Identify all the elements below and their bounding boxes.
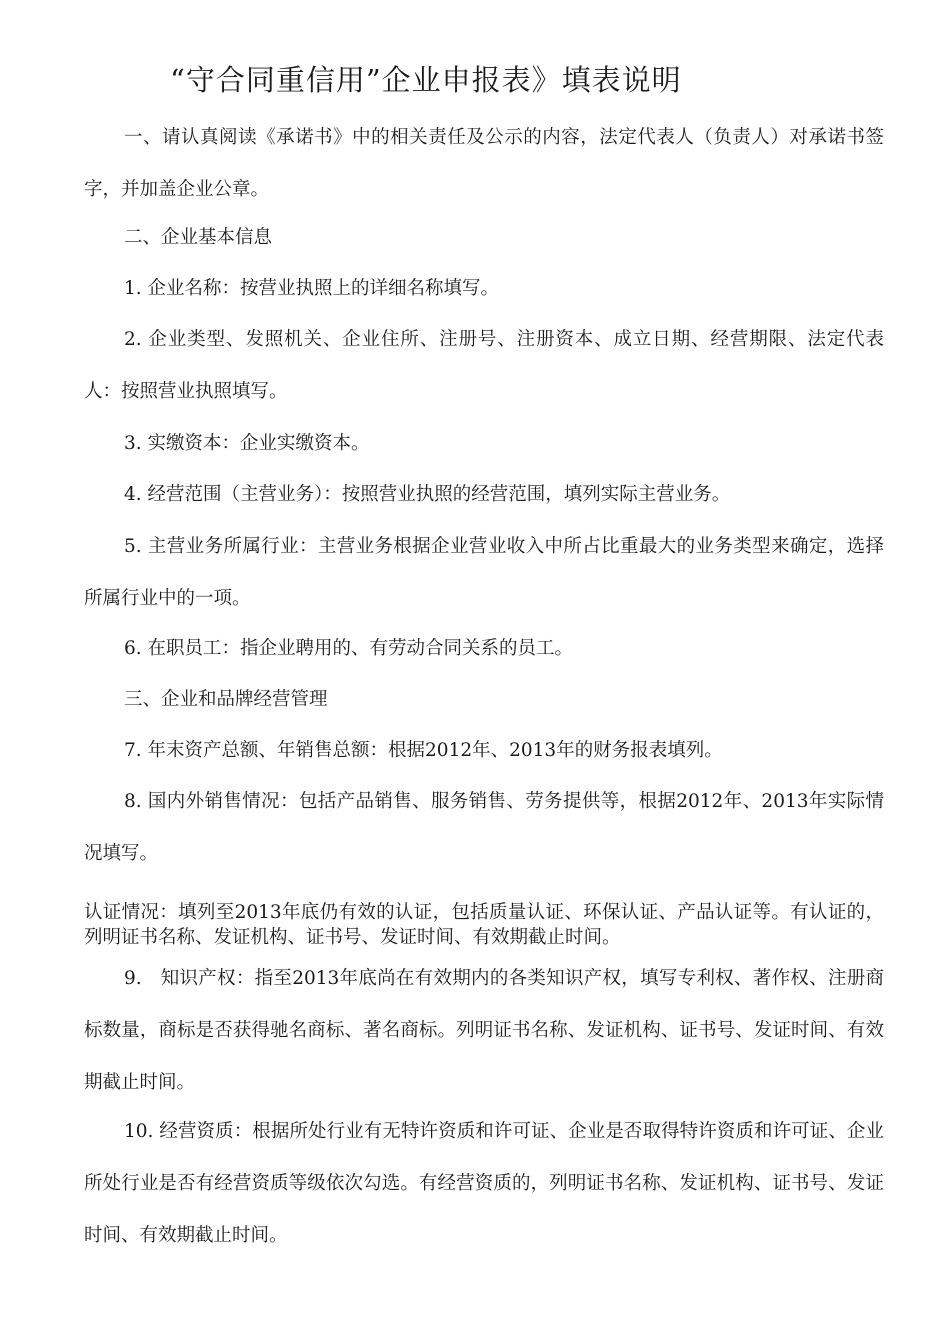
paragraph-item-4: 4. 经营范围（主营业务）：按照营业执照的经营范围，填列实际主营业务。 <box>124 484 731 505</box>
paragraph-item-8: 8. 国内外销售情况：包括产品销售、服务销售、劳务提供等，根据2012年、2013年实际情况填写。 <box>84 791 884 864</box>
paragraph-item-6: 6. 在职员工：指企业聘用的、有劳动合同关系的员工。 <box>124 638 574 659</box>
paragraph-certification: 认证情况：填列至2013年底仍有效的认证，包括质量认证、环保认证、产品认证等。有认证的，列明证书名称、发证机构、证书号、发证时间、有效期截止时间。 <box>84 902 884 948</box>
section-heading-basic-info: 二、企业基本信息 <box>124 227 273 248</box>
paragraph-item-7: 7. 年末资产总额、年销售总额：根据2012年、2013年的财务报表填列。 <box>124 740 723 761</box>
section-heading-brand-management: 三、企业和品牌经营管理 <box>124 689 328 710</box>
paragraph-item-9: 9. 知识产权：指至2013年底尚在有效期内的各类知识产权，填写专利权、著作权、注册商标数量，商标是否获得驰名商标、著名商标。列明证书名称、发证机构、证书号、发证时间、有效期截止时间。 <box>84 968 884 1093</box>
paragraph-item-3: 3. 实缴资本：企业实缴资本。 <box>124 433 370 454</box>
paragraph-item-5: 5. 主营业务所属行业：主营业务根据企业营业收入中所占比重最大的业务类型来确定，选择所属行业中的一项。 <box>84 536 884 609</box>
paragraph-item-1: 1. 企业名称：按营业执照上的详细名称填写。 <box>124 278 500 299</box>
paragraph-item-2: 2. 企业类型、发照机关、企业住所、注册号、注册资本、成立日期、经营期限、法定代表人：按照营业执照填写。 <box>84 329 884 402</box>
paragraph-item-10: 10. 经营资质：根据所处行业有无特许资质和许可证、企业是否取得特许资质和许可证、企业所处行业是否有经营资质等级依次勾选。有经营资质的，列明证书名称、发证机构、证书号、发证时间、有效期截止时间。 <box>84 1121 884 1246</box>
paragraph-commitment: 一、请认真阅读《承诺书》中的相关责任及公示的内容，法定代表人（负责人）对承诺书签字，并加盖企业公章。 <box>84 127 884 200</box>
document-title: “守合同重信用”企业申报表》填表说明 <box>170 63 682 97</box>
